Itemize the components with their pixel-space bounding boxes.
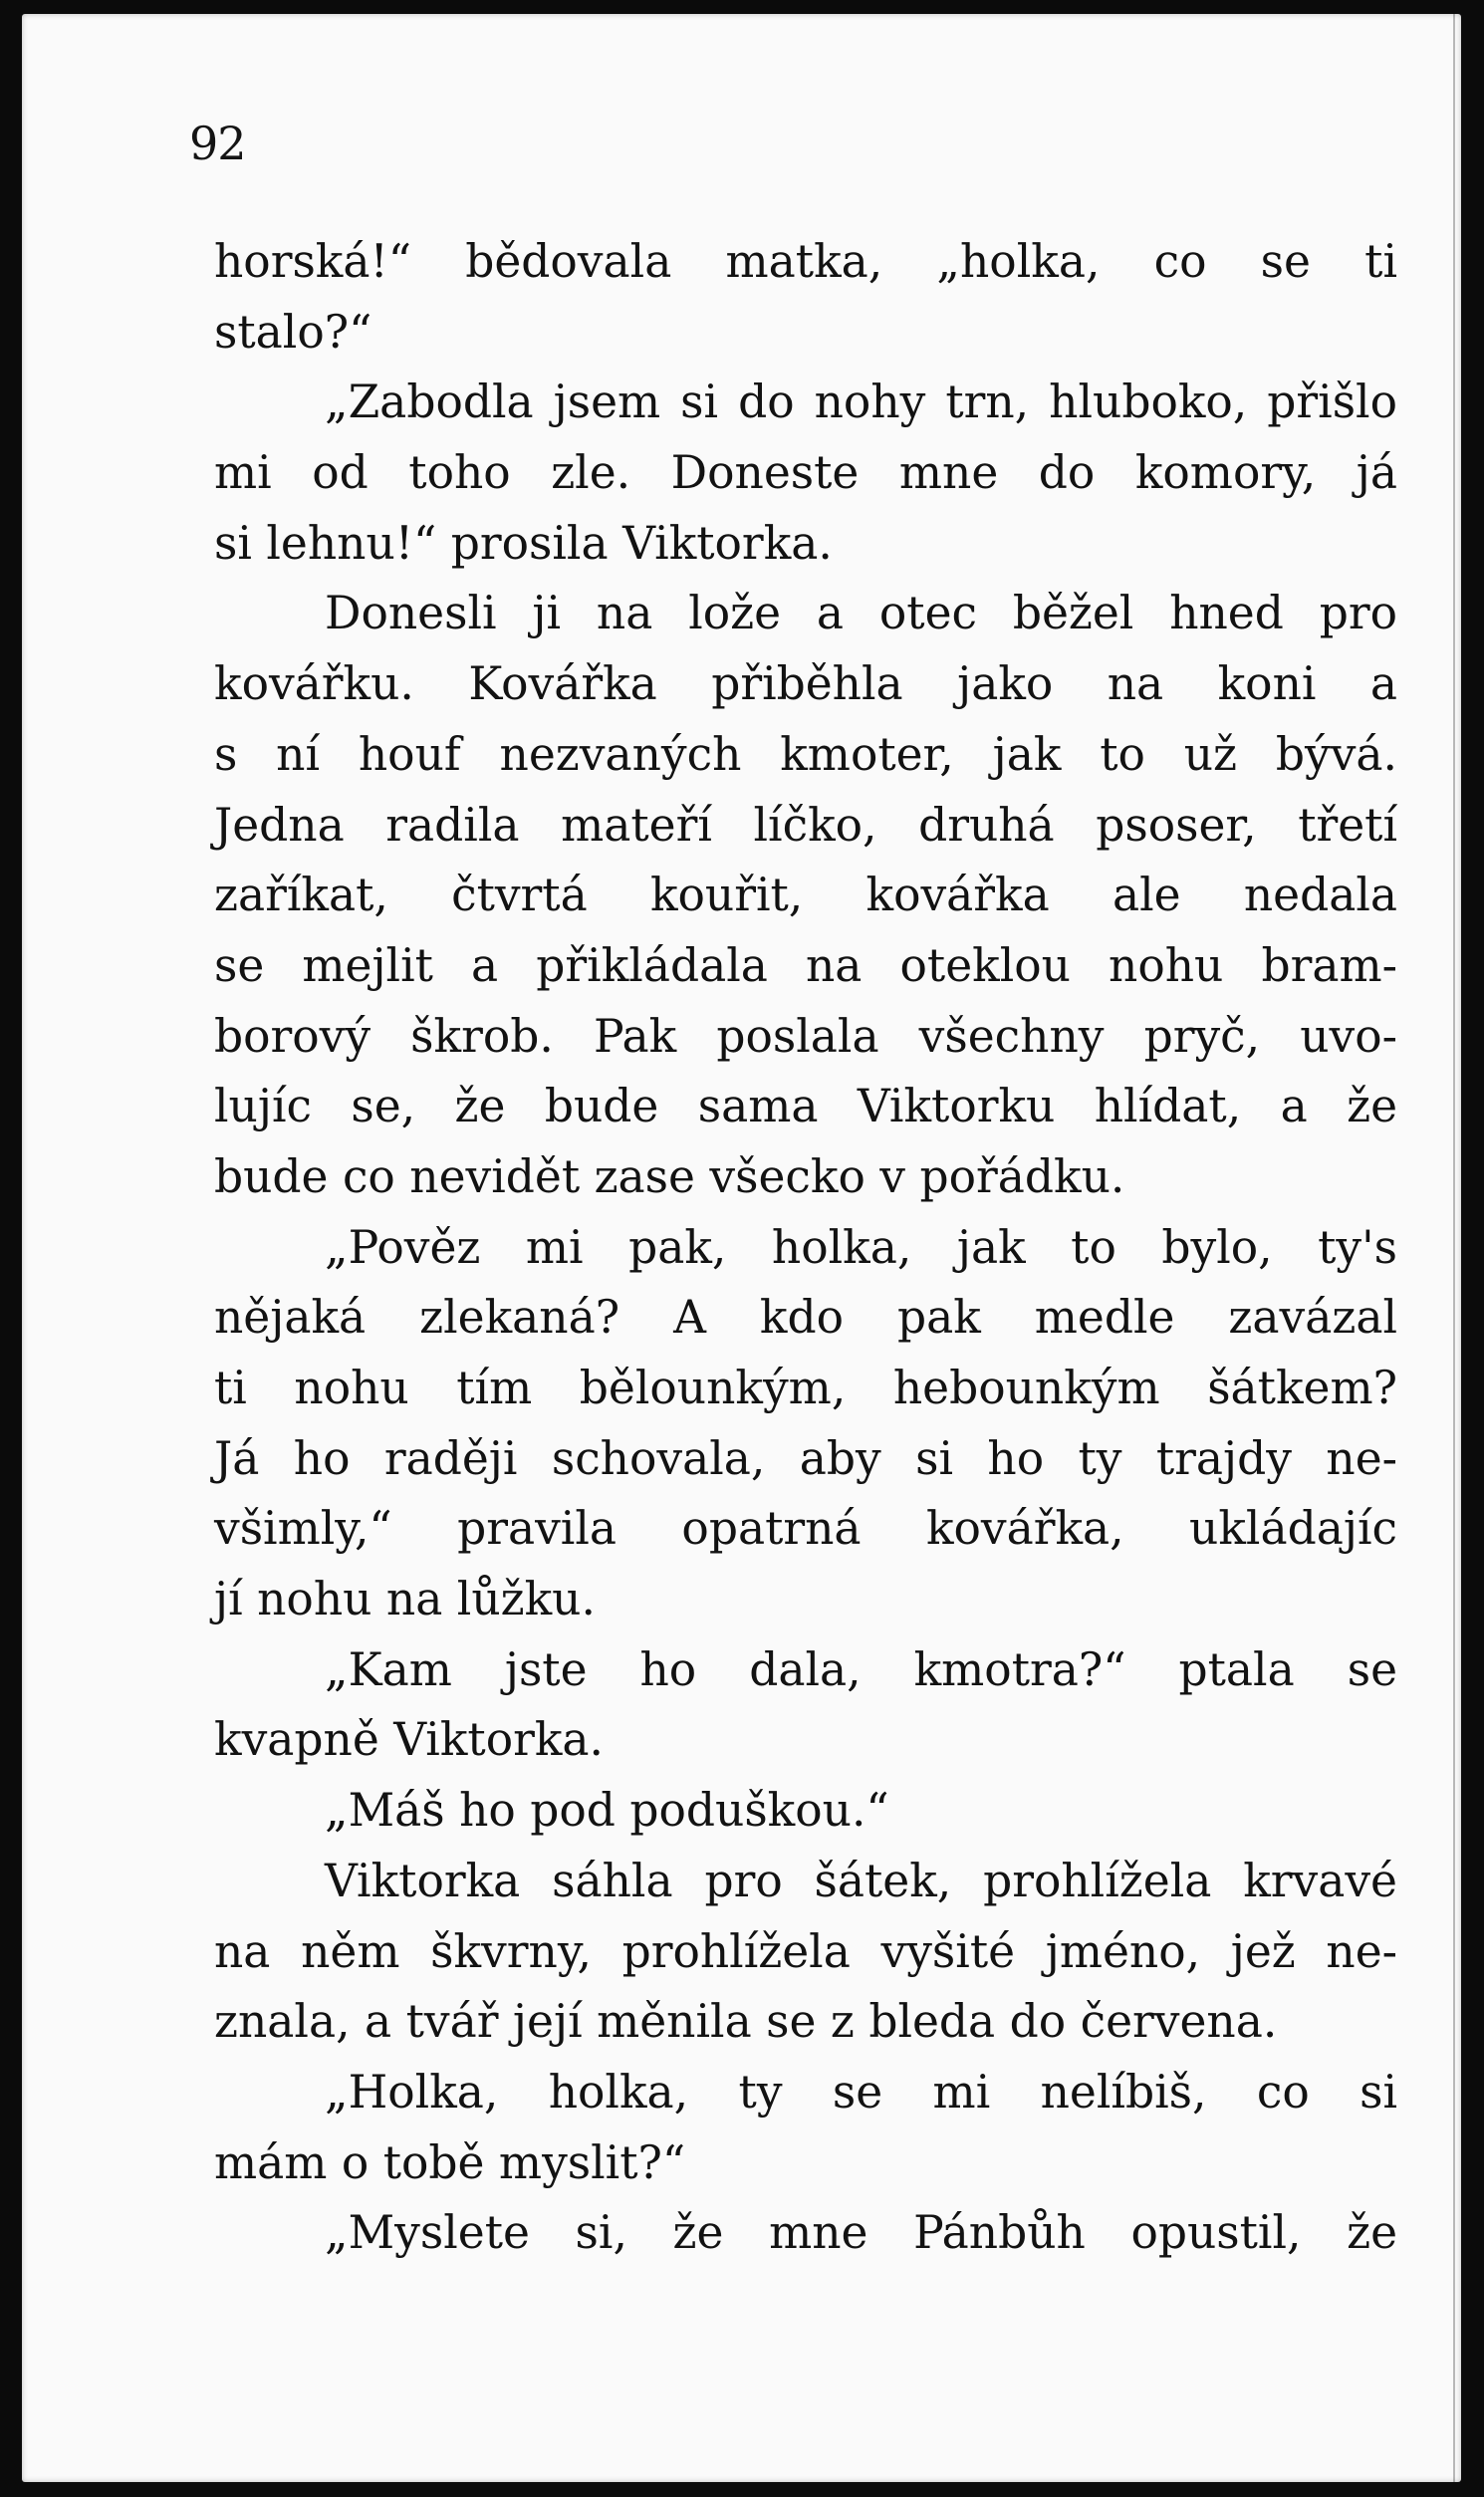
text-line: „Holka, holka, ty se mi nelíbiš, co si xyxy=(325,2065,1397,2119)
text-line: kvapně Viktorka. xyxy=(214,1713,604,1767)
text-line: s ní houf nezvaných kmoter, jak to už bývá. xyxy=(214,727,1397,781)
text-line: stalo?“ xyxy=(214,305,372,359)
text-line: borový škrob. Pak poslala všechny pryč, uvo- xyxy=(214,1009,1397,1063)
text-line: Viktorka sáhla pro šátek, prohlížela krvavé xyxy=(325,1854,1397,1907)
text-line: jí nohu na lůžku. xyxy=(214,1573,596,1626)
text-line: „Máš ho pod poduškou.“ xyxy=(325,1784,889,1838)
text-line: „Kam jste ho dala, kmotra?“ ptala se xyxy=(325,1642,1397,1696)
text-line: kovářku. Kovářka přiběhla jako na koni a xyxy=(214,657,1397,711)
text-line: znala, a tvář její měnila se z bleda do červena. xyxy=(214,1995,1278,2049)
text-line: nějaká zlekaná? A kdo pak medle zavázal xyxy=(214,1291,1397,1345)
text-line: lujíc se, že bude sama Viktorku hlídat, a že xyxy=(214,1080,1397,1133)
text-line: „Pověz mi pak, holka, jak to bylo, ty's xyxy=(325,1220,1397,1274)
body-text xyxy=(214,227,1397,2269)
text-line: „Zabodla jsem si do nohy trn, hluboko, přišlo xyxy=(325,375,1397,429)
text-line: zaříkat, čtvrtá kouřit, kovářka ale nedala xyxy=(214,869,1397,922)
text-line: se mejlit a přikládala na oteklou nohu bram- xyxy=(214,938,1397,992)
text-line: Jedna radila mateří líčko, druhá psoser, třetí xyxy=(214,798,1397,852)
text-line: mi od toho zle. Doneste mne do komory, já xyxy=(214,446,1397,500)
text-line: na něm škvrny, prohlížela vyšité jméno, jež ne- xyxy=(214,1924,1397,1978)
page-edge-shadow xyxy=(1453,14,1455,2482)
text-line: Já ho raději schovala, aby si ho ty trajdy ne- xyxy=(214,1431,1397,1485)
text-line: bude co nevidět zase všecko v pořádku. xyxy=(214,1149,1125,1203)
text-line: Donesli ji na lože a otec běžel hned pro xyxy=(325,587,1397,640)
text-line: ti nohu tím bělounkým, hebounkým šátkem? xyxy=(214,1362,1397,1414)
book-page xyxy=(22,14,1461,2482)
text-line: „Myslete si, že mne Pánbůh opustil, že xyxy=(325,2206,1397,2260)
text-line: si lehnu!“ prosila Viktorka. xyxy=(214,516,833,570)
page-number: 92 xyxy=(189,117,246,170)
text-line: mám o tobě myslit?“ xyxy=(214,2135,686,2189)
text-line: všimly,“ pravila opatrná kovářka, ukládajíc xyxy=(214,1502,1397,1556)
text-line: horská!“ bědovala matka, „holka, co se ti xyxy=(214,235,1397,288)
